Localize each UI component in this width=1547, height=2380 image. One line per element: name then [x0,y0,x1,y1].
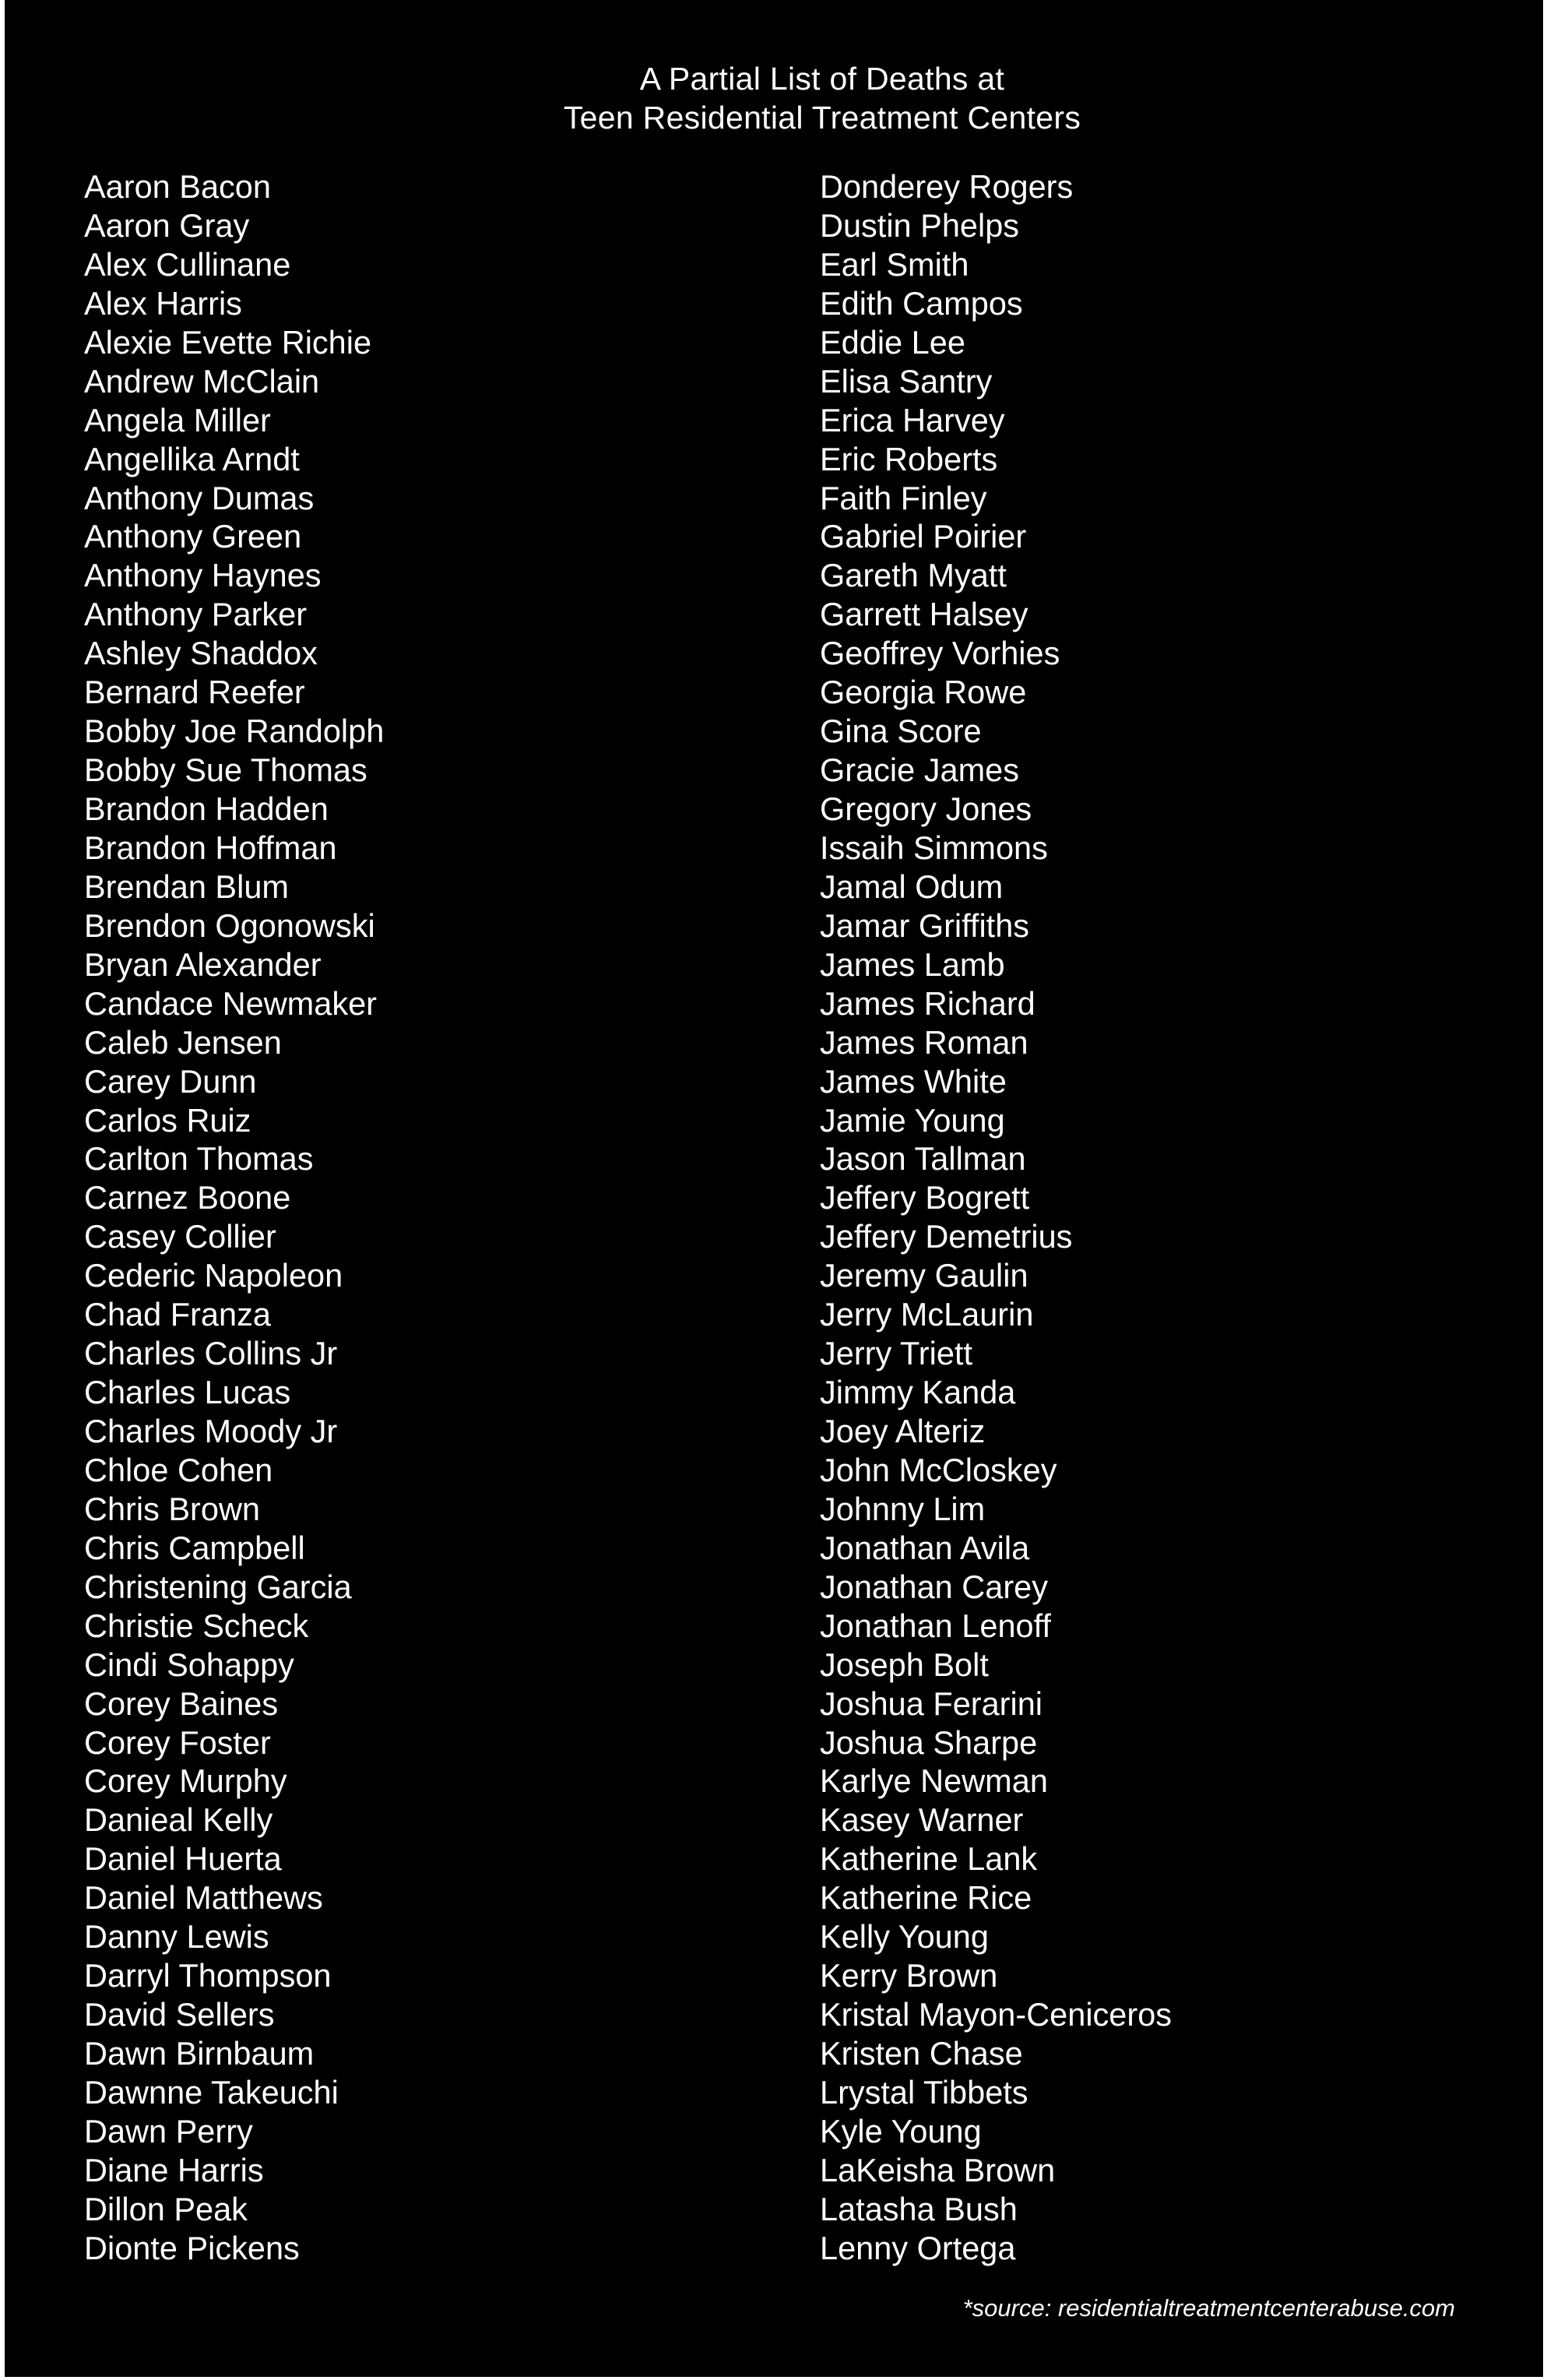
list-item: Issaih Simmons [820,829,1048,866]
list-item: Jeremy Gaulin [820,1257,1028,1294]
list-item: Brendon Ogonowski [84,907,375,944]
list-item: Carlton Thomas [84,1140,314,1178]
list-item: Joey Alteriz [820,1413,986,1449]
list-item: Kerry Brown [820,1957,998,1994]
list-item: Jonathan Carey [820,1568,1048,1605]
list-item: Jonathan Lenoff [820,1607,1051,1644]
list-item: Aaron Bacon [84,168,271,205]
list-item: Lenny Ortega [820,2229,1016,2266]
list-item: Jamal Odum [820,868,1004,905]
list-item: Kristen Chase [820,2035,1023,2072]
list-item: Angela Miller [84,401,271,438]
title-line-2: Teen Residential Treatment Centers [563,100,1081,136]
list-item: Jerry Triett [820,1335,972,1372]
list-item: Chris Campbell [84,1529,305,1566]
list-item: Caleb Jensen [84,1023,282,1061]
list-item: Bobby Sue Thomas [84,752,367,789]
list-item: Charles Moody Jr [84,1413,338,1449]
list-item: Faith Finley [820,479,987,516]
list-item: Gareth Myatt [820,557,1007,594]
list-item: Dawn Perry [84,2112,253,2149]
list-item: James Roman [820,1023,1028,1061]
list-item: Dillon Peak [84,2190,248,2227]
list-item: Eddie Lee [820,323,965,361]
list-item: Gracie James [820,752,1019,789]
list-item: Gabriel Poirier [820,518,1027,555]
list-item: Carlos Ruiz [84,1101,251,1139]
list-item: Danieal Kelly [84,1801,273,1839]
list-item: Carey Dunn [84,1062,257,1100]
list-item: Carnez Boone [84,1179,291,1216]
list-item: Angellika Arndt [84,440,300,477]
list-item: Gina Score [820,713,982,750]
page-title [5,59,1547,137]
list-item: Daniel Huerta [84,1840,282,1878]
names-list-left [84,167,769,2268]
list-item: Bryan Alexander [84,945,322,983]
list-item: Katherine Lank [820,1840,1038,1878]
list-item: Dawn Birnbaum [84,2035,315,2072]
list-item: Bobby Joe Randolph [84,713,385,750]
list-item: Anthony Haynes [84,557,322,594]
list-item: Chloe Cohen [84,1451,273,1488]
list-item: Jamar Griffiths [820,907,1030,944]
list-item: Candace Newmaker [84,984,377,1022]
list-item: Alexie Evette Richie [84,323,372,361]
list-item: Kyle Young [820,2112,982,2149]
list-item: Karlye Newman [820,1762,1048,1800]
list-item: Jeffery Demetrius [820,1218,1073,1255]
source-note: *source: residentialtreatmentcenterabuse.com [962,2294,1455,2322]
list-item: Kelly Young [820,1918,989,1956]
list-item: Jeffery Bogrett [820,1179,1030,1216]
list-item: Lrystal Tibbets [820,2073,1028,2111]
list-item: Elisa Santry [820,362,993,400]
list-item: Eric Roberts [820,440,998,477]
list-item: Christening Garcia [84,1568,352,1605]
list-item: Erica Harvey [820,401,1005,438]
list-item: Cindi Sohappy [84,1646,294,1683]
list-item: Bernard Reefer [84,674,305,711]
list-item: Charles Collins Jr [84,1335,338,1372]
list-item: Diane Harris [84,2151,264,2188]
list-item: Anthony Parker [84,596,308,633]
list-item: James Richard [820,984,1035,1022]
list-item: Anthony Dumas [84,479,315,516]
title-line-1: A Partial List of Deaths at [639,61,1005,97]
list-item: Katherine Rice [820,1879,1032,1917]
list-item: Donderey Rogers [820,168,1074,205]
list-item: Edith Campos [820,284,1023,322]
list-item: Chad Franza [84,1296,271,1333]
names-list-right [820,167,1505,2268]
list-item: Geoffrey Vorhies [820,635,1060,672]
list-item: Andrew McClain [84,362,320,400]
list-item: David Sellers [84,1996,275,2033]
list-item: Jerry McLaurin [820,1296,1034,1333]
list-item: Joseph Bolt [820,1646,989,1683]
list-item: Aaron Gray [84,206,250,244]
list-item: James White [820,1062,1007,1100]
list-item: Alex Harris [84,284,242,322]
list-item: Gregory Jones [820,790,1032,827]
list-item: Darryl Thompson [84,1957,332,1994]
list-item: Brandon Hadden [84,790,329,827]
list-item: Joshua Ferarini [820,1685,1043,1722]
list-item: Corey Baines [84,1685,279,1722]
list-item: Chris Brown [84,1490,261,1527]
list-item: Dawnne Takeuchi [84,2073,339,2111]
list-item: Georgia Rowe [820,674,1027,711]
list-item: Christie Scheck [84,1607,309,1644]
poster [5,0,1543,2377]
list-item: Daniel Matthews [84,1879,323,1917]
list-item: Jamie Young [820,1101,1005,1139]
list-item: Kristal Mayon-Ceniceros [820,1996,1173,2033]
list-item: Anthony Green [84,518,302,555]
list-item: James Lamb [820,945,1005,983]
list-item: Dionte Pickens [84,2229,300,2266]
list-item: Brendan Blum [84,868,289,905]
list-item: Jimmy Kanda [820,1374,1016,1411]
list-item: Garrett Halsey [820,596,1028,633]
list-item: Jonathan Avila [820,1529,1030,1566]
list-item: Alex Cullinane [84,245,291,283]
list-item: Casey Collier [84,1218,276,1255]
list-item: Brandon Hoffman [84,829,337,866]
list-item: Earl Smith [820,245,969,283]
list-item: Johnny Lim [820,1490,986,1527]
list-item: Corey Foster [84,1723,271,1761]
list-item: Latasha Bush [820,2190,1018,2227]
list-item: Charles Lucas [84,1374,291,1411]
list-item: Danny Lewis [84,1918,269,1956]
list-item: Jason Tallman [820,1140,1026,1178]
list-item: Ashley Shaddox [84,635,318,672]
list-item: Corey Murphy [84,1762,287,1800]
list-item: LaKeisha Brown [820,2151,1056,2188]
list-item: Dustin Phelps [820,206,1020,244]
list-item: Kasey Warner [820,1801,1024,1839]
list-item: John McCloskey [820,1451,1057,1488]
list-item: Joshua Sharpe [820,1723,1038,1761]
list-item: Cederic Napoleon [84,1257,343,1294]
